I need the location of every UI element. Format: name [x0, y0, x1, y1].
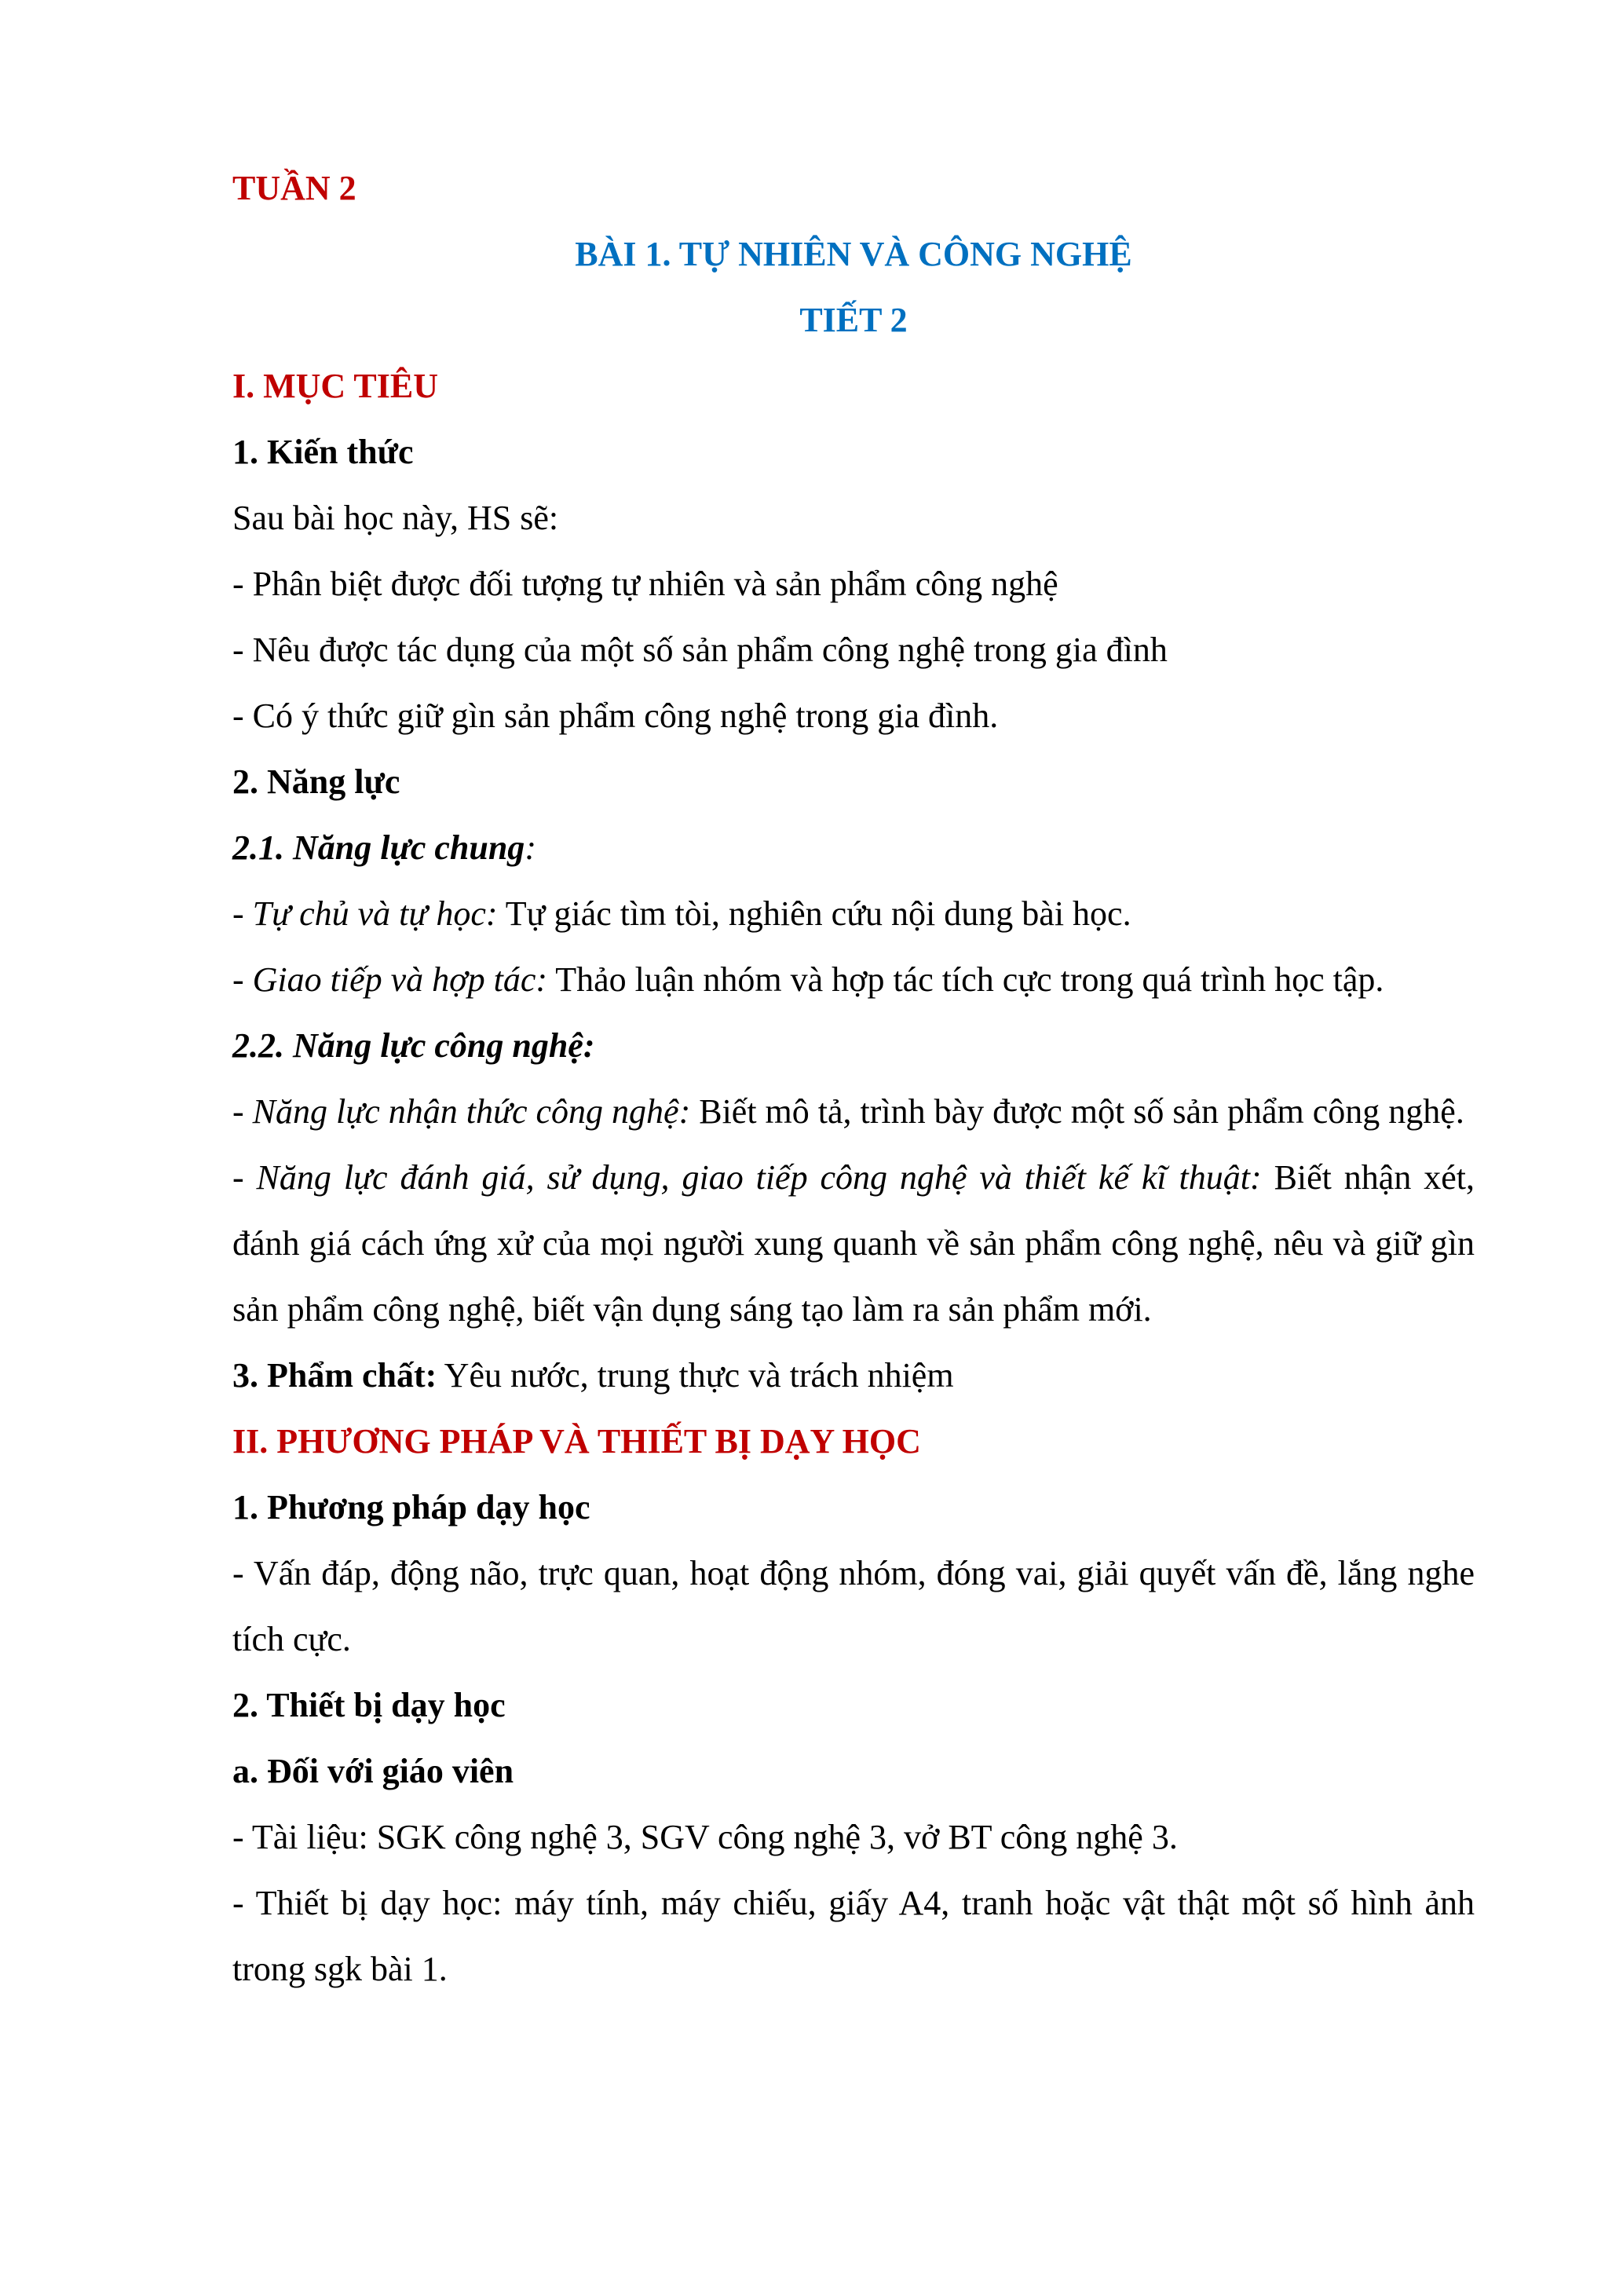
method-heading: 1. Phương pháp dạy học [232, 1488, 590, 1526]
general-competence-heading [232, 815, 1475, 881]
communication-text: Thảo luận nhóm và hợp tác tích cực trong quá trình học tập. [547, 960, 1384, 999]
self-study-item [232, 881, 1475, 947]
teacher-docs: - Tài liệu: SGK công nghệ 3, SGV công nghệ 3, vở BT công nghệ 3. [232, 1818, 1178, 1856]
lesson-title: BÀI 1. TỰ NHIÊN VÀ CÔNG NGHỆ [575, 235, 1132, 273]
knowledge-heading: 1. Kiến thức [232, 433, 414, 471]
document-page [232, 155, 1475, 2002]
period-title: TIẾT 2 [799, 301, 908, 339]
tech-competence-heading: 2.2. Năng lực công nghệ: [232, 1026, 595, 1065]
quality-label: 3. Phẩm chất: [232, 1356, 437, 1395]
teacher-heading: a. Đối với giáo viên [232, 1752, 514, 1790]
self-study-label: - Tự chủ và tự học: [232, 894, 498, 933]
teacher-devices: - Thiết bị dạy học: máy tính, máy chiếu, giấy A4, tranh hoặc vật thật một số hình ảnh trong sgk bài 1. [232, 1884, 1475, 1988]
communication-label: - Giao tiếp và hợp tác: [232, 960, 548, 999]
knowledge-intro: Sau bài học này, HS sẽ: [232, 499, 559, 537]
tech-evaluation-text: Biết nhận xét, đánh giá cách ứng xử của mọi người xung quanh về sản phẩm công nghệ, nêu và giữ gìn sản phẩm công nghệ, biết vận dụng sáng tạo làm ra sản phẩm mới. [232, 1158, 1475, 1329]
competence-heading: 2. Năng lực [232, 762, 400, 801]
knowledge-item: - Nêu được tác dụng của một số sản phẩm công nghệ trong gia đình [232, 631, 1168, 669]
section-objectives-heading: I. MỤC TIÊU [232, 367, 439, 405]
quality-item [232, 1343, 1475, 1409]
tech-recognition-text: Biết mô tả, trình bày được một số sản phẩm công nghệ. [690, 1092, 1464, 1131]
general-competence-colon: : [525, 828, 536, 867]
section-methods-heading: II. PHƯƠNG PHÁP VÀ THIẾT BỊ DẠY HỌC [232, 1422, 921, 1461]
communication-item [232, 947, 1475, 1013]
quality-text: Yêu nước, trung thực và trách nhiệm [437, 1356, 954, 1395]
general-competence-label: 2.1. Năng lực chung [232, 828, 525, 867]
tech-evaluation-item [232, 1145, 1475, 1343]
week-heading: TUẦN 2 [232, 169, 356, 207]
knowledge-item: - Phân biệt được đối tượng tự nhiên và sản phẩm công nghệ [232, 565, 1058, 603]
tech-evaluation-label: - Năng lực đánh giá, sử dụng, giao tiếp công nghệ và thiết kế kĩ thuật: [232, 1158, 1262, 1197]
tech-recognition-item [232, 1079, 1475, 1145]
equipment-heading: 2. Thiết bị dạy học [232, 1686, 506, 1724]
method-text: - Vấn đáp, động não, trực quan, hoạt động nhóm, đóng vai, giải quyết vấn đề, lắng nghe tích cực. [232, 1554, 1475, 1658]
tech-recognition-label: - Năng lực nhận thức công nghệ: [232, 1092, 691, 1131]
self-study-text: Tự giác tìm tòi, nghiên cứu nội dung bài học. [497, 894, 1131, 933]
knowledge-item: - Có ý thức giữ gìn sản phẩm công nghệ trong gia đình. [232, 696, 999, 735]
